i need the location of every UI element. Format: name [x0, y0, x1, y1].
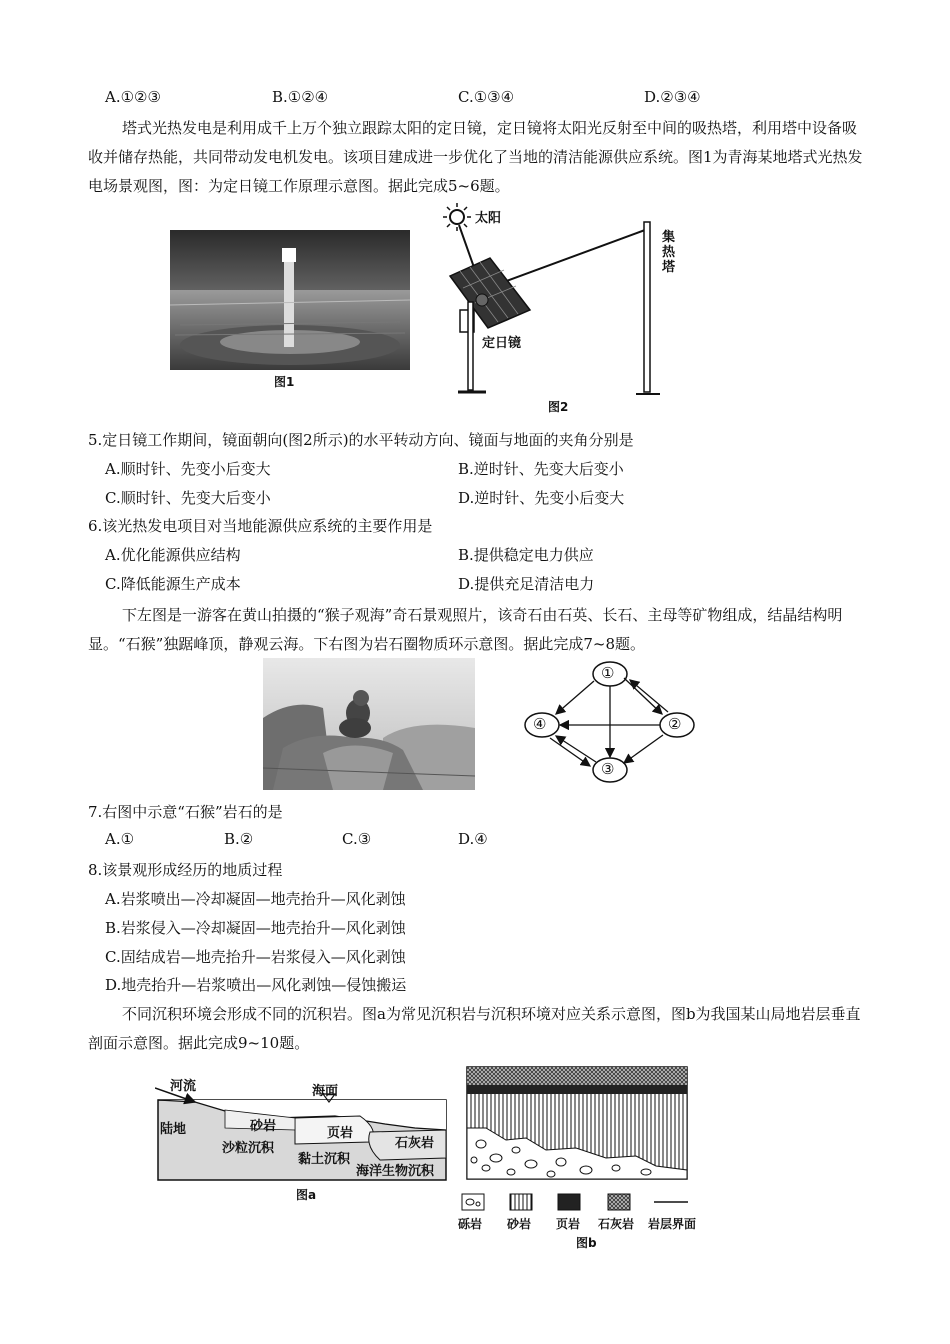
marine-deposit-label: 海洋生物沉积 [356, 1164, 435, 1179]
q4-option-a: A.①②③ [105, 88, 161, 106]
q7-option-d: D.④ [458, 830, 488, 848]
q6-option-d: D.提供充足清洁电力 [458, 575, 595, 593]
q7-option-c: C.③ [342, 830, 372, 848]
q7-option-a: A.① [105, 830, 135, 848]
legend-limestone: 石灰岩 [598, 1217, 635, 1231]
clay-deposit-label: 黏土沉积 [298, 1152, 351, 1167]
legend-layer-boundary: 岩层界面 [648, 1217, 697, 1231]
q5-option-a: A.顺时针、先变小后变大 [105, 460, 271, 478]
intro-paragraph-1: 塔式光热发电是利用成千上万个独立跟踪太阳的定日镜，定日镜将太阳光反射至中间的吸热塔，利用塔中设备吸收并储存热能，共同带动发电机发电。该项目建成进一步优化了当地的清洁能源供应系统。图1为青海某地塔式光热发电场景观图，图：为定日镜工作原理示意图。据此完成5~6题。 [88, 119, 863, 195]
intro-paragraph-2: 下左图是一游客在黄山拍摄的“猴子观海”奇石景观照片，该奇石由石英、长石、主母等矿物组成，结晶结构明显。“石猴”独踞峰顶，静观云海。下右图为岩石圈物质环示意图。据此完成7~8题。 [88, 606, 843, 653]
q5-option-d: D.逆时针、先变小后变大 [458, 489, 625, 507]
figure-a-caption: 图a [296, 1188, 317, 1202]
q8-stem: 8.该景观形成经历的地质过程 [88, 861, 283, 879]
cycle-node-2: ② [668, 715, 682, 733]
figure-2-diagram [440, 200, 700, 420]
cycle-node-1: ① [601, 664, 615, 682]
q5-option-b: B.逆时针、先变大后变小 [458, 460, 624, 478]
q6-option-a: A.优化能源供应结构 [105, 546, 241, 564]
limestone-label: 石灰岩 [395, 1136, 435, 1151]
sun-label: 太阳 [475, 211, 502, 226]
legend-shale: 页岩 [556, 1217, 581, 1231]
q7-stem: 7.右图中示意“石猴”岩石的是 [88, 803, 283, 821]
figure-b-diagram [466, 1066, 690, 1181]
q8-option-b: B.岩浆侵入—冷却凝固—地壳抬升—风化剥蚀 [105, 919, 406, 937]
q6-option-b: B.提供稳定电力供应 [458, 546, 594, 564]
stone-monkey-photo [263, 658, 475, 790]
q4-option-c: C.①③④ [458, 88, 515, 106]
sand-deposit-label: 沙粒沉积 [222, 1141, 275, 1156]
legend-sandstone: 砂岩 [507, 1217, 532, 1231]
q6-option-c: C.降低能源生产成本 [105, 575, 241, 593]
q5-stem: 5.定日镜工作期间，镜面朝向(图2所示)的水平转动方向、镜面与地面的夹角分别是 [88, 431, 634, 449]
q8-option-c: C.固结成岩—地壳抬升—岩浆侵入—风化剥蚀 [105, 948, 406, 966]
figure-b-legend-symbols [458, 1192, 698, 1214]
land-label: 陆地 [160, 1122, 187, 1137]
figure-1-photo [170, 230, 410, 370]
shale-label: 页岩 [327, 1126, 354, 1141]
cycle-node-3: ③ [601, 760, 615, 778]
q8-option-d: D.地壳抬升—岩浆喷出—风化剥蚀—侵蚀搬运 [105, 976, 407, 994]
q4-option-d: D.②③④ [644, 88, 701, 106]
sea-level-label: 海面 [312, 1084, 339, 1099]
river-label: 河流 [170, 1079, 197, 1094]
legend-conglomerate: 砾岩 [458, 1217, 483, 1231]
q6-stem: 6.该光热发电项目对当地能源供应系统的主要作用是 [88, 517, 433, 535]
q5-option-c: C.顺时针、先变大后变小 [105, 489, 271, 507]
mirror-label: 定日镜 [482, 336, 522, 351]
tower-label: 集热塔 [662, 230, 676, 275]
q7-option-b: B.② [224, 830, 254, 848]
rock-cycle-diagram [520, 658, 710, 788]
q4-option-b: B.①②④ [272, 88, 329, 106]
cycle-node-4: ④ [533, 715, 547, 733]
q8-option-a: A.岩浆喷出—冷却凝固—地壳抬升—风化剥蚀 [105, 890, 406, 908]
figure-1-caption: 图1 [274, 375, 295, 389]
figure-b-caption: 图b [576, 1236, 597, 1250]
figure-2-caption: 图2 [548, 400, 569, 414]
intro-paragraph-3: 不同沉积环境会形成不同的沉积岩。图a为常见沉积岩与沉积环境对应关系示意图，图b为我国某山局地岩层垂直剖面示意图。据此完成9~10题。 [88, 1005, 861, 1052]
sandstone-label: 砂岩 [250, 1119, 277, 1134]
